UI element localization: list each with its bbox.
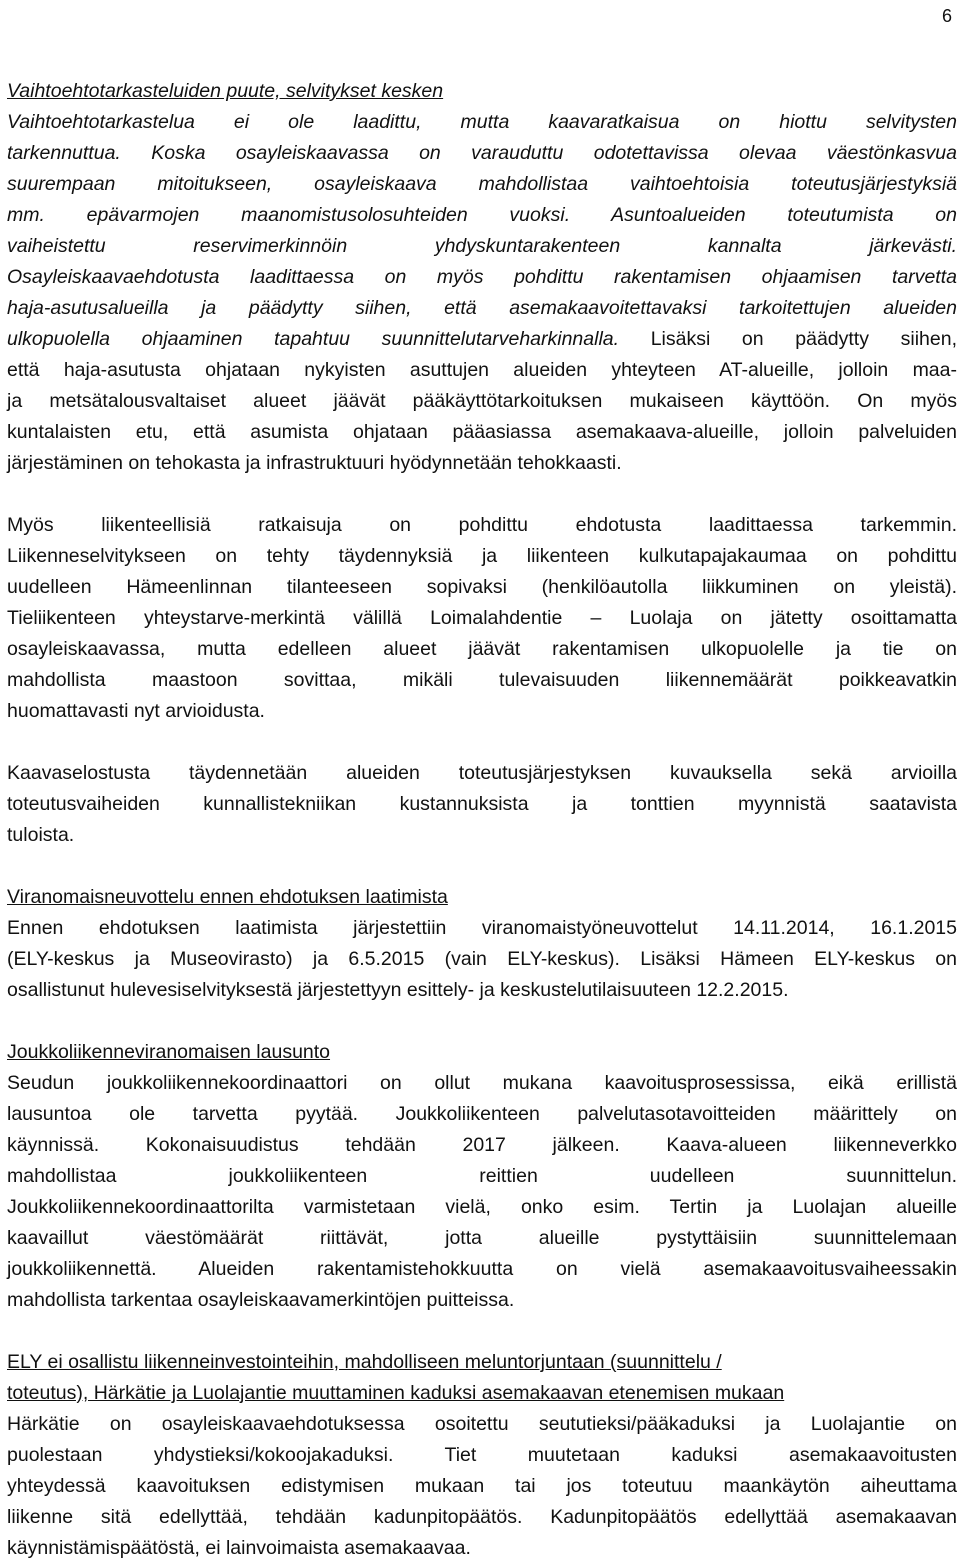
paragraph-line: toteutusvaiheiden kunnallistekniikan kustannuksista ja tonttien myynnistä saatavista xyxy=(7,793,957,815)
section-heading: ELY ei osallistu liikenneinvestointeihin, mahdolliseen meluntorjuntaan (suunnittelu / xyxy=(7,1351,722,1373)
paragraph-line: Härkätie on osayleiskaavaehdotuksessa osoitettu seututieksi/pääkaduksi ja Luolajantie on xyxy=(7,1413,957,1435)
paragraph-line: käynnissä. Kokonaisuudistus tehdään 2017 jälkeen. Kaava-alueen liikenneverkko xyxy=(7,1134,957,1156)
paragraph-line: osayleiskaavassa, mutta edelleen alueet jäävät rakentamisen ulkopuolelle ja tie on xyxy=(7,638,957,660)
paragraph-line: ja metsätalousvaltaiset alueet jäävät pääkäyttötarkoituksen mukaiseen käyttöön. On myös xyxy=(7,390,958,412)
paragraph-line: suurempaan mitoitukseen, osayleiskaava mahdollistaa vaihtoehtoisia toteutusjärjestyksiä xyxy=(7,173,957,195)
page-number: 6 xyxy=(941,6,952,26)
paragraph-line: järjestäminen on tehokasta ja infrastruktuuri hyödynnetään tehokkaasti. xyxy=(7,452,622,474)
section-heading: Vaihtoehtotarkasteluiden puute, selvitykset kesken xyxy=(7,80,444,102)
paragraph-line: kaavaillut väestömäärät riittävät, jotta alueille pystyttäisiin suunnittelemaan xyxy=(7,1227,957,1249)
paragraph-line: mahdollista maastoon sovittaa, mikäli tulevaisuuden liikennemäärät poikkeavatkin xyxy=(7,669,957,691)
paragraph-line: joukkoliikennettä. Alueiden rakentamistehokkuutta on vielä asemakaavoitusvaiheessakin xyxy=(7,1258,957,1280)
paragraph-line: lausuntoa ole tarvetta pyytää. Joukkoliikenteen palvelutasotavoitteiden määrittely on xyxy=(7,1103,957,1125)
paragraph-line: yhteydessä kaavoituksen edistymisen mukaan tai jos toteutuu maankäytön aiheuttama xyxy=(7,1475,957,1497)
paragraph-line: mahdollista tarkentaa osayleiskaavamerkintöjen puitteissa. xyxy=(7,1289,515,1311)
paragraph-line: tarkennuttua. Koska osayleiskaavassa on varauduttu odotettavissa olevaa väestönkasvua xyxy=(7,142,957,164)
paragraph-line: liikenne sitä edellyttää, tehdään kadunpitopäätös. Kadunpitopäätös edellyttää asemakaavan xyxy=(7,1506,957,1528)
paragraph-line: Seudun joukkoliikennekoordinaattori on ollut mukana kaavoitusprosessissa, eikä erillistä xyxy=(7,1072,957,1094)
paragraph-line: Myös liikenteellisiä ratkaisuja on pohdittu ehdotusta laadittaessa tarkemmin. xyxy=(7,514,957,536)
paragraph-line: uudelleen Hämeenlinnan tilanteeseen sopivaksi (henkilöautolla liikkuminen on yleistä). xyxy=(7,576,957,598)
paragraph-line: Osayleiskaavaehdotusta laadittaessa on myös pohdittu rakentamisen ohjaamisen tarvetta xyxy=(7,266,957,288)
paragraph-line: ulkopuolella ohjaaminen tapahtuu suunnittelutarveharkinnalla. Lisäksi on päädytty siihen, xyxy=(7,328,957,350)
paragraph-line: Kaavaselostusta täydennetään alueiden toteutusjärjestyksen kuvauksella sekä arvioilla xyxy=(7,762,957,784)
paragraph-line: haja-asutusalueilla ja päädytty siihen, että asemakaavoitettavaksi tarkoitettujen alueiden xyxy=(7,297,957,319)
paragraph-line: puolestaan yhdystieksi/kokoojakaduksi. Tiet muutetaan kaduksi asemakaavoitusten xyxy=(7,1444,957,1466)
paragraph-line: huomattavasti nyt arvioidusta. xyxy=(7,700,265,722)
paragraph-line: Liikenneselvitykseen on tehty täydennyksiä ja liikenteen kulkutapajakaumaa on pohdittu xyxy=(7,545,957,567)
paragraph-line: osallistunut hulevesiselvityksestä järjestettyyn esittely- ja keskustelutilaisuuteen 12.2.2015. xyxy=(7,979,789,1001)
paragraph-line: Tieliikenteen yhteystarve-merkintä välillä Loimalahdentie – Luolaja on jätetty osoittamatta xyxy=(7,607,957,629)
paragraph-line: kuntalaisten etu, että asumista ohjataan pääasiassa asemakaava-alueille, jolloin palveluiden xyxy=(7,421,957,443)
section-heading: Viranomaisneuvottelu ennen ehdotuksen laatimista xyxy=(7,886,448,908)
paragraph-line: Ennen ehdotuksen laatimista järjestettiin viranomaistyöneuvottelut 14.11.2014, 16.1.2015 xyxy=(7,917,957,939)
section-heading: Joukkoliikenneviranomaisen lausunto xyxy=(7,1041,331,1063)
section-heading: toteutus), Härkätie ja Luolajantie muuttaminen kaduksi asemakaavan etenemisen mukaan xyxy=(7,1382,785,1404)
paragraph-line: tuloista. xyxy=(7,824,75,846)
paragraph-line: mahdollistaa joukkoliikenteen reittien uudelleen suunnittelun. xyxy=(7,1165,957,1187)
document-body xyxy=(7,76,957,1564)
paragraph-line: vaiheistettu reservimerkinnöin yhdyskuntarakenteen kannalta järkevästi. xyxy=(7,235,957,257)
paragraph-line: että haja-asutusta ohjataan nykyisten asuttujen alueiden yhteyteen AT-alueille, jolloin maa- xyxy=(7,359,957,381)
paragraph-line: (ELY-keskus ja Museovirasto) ja 6.5.2015 (vain ELY-keskus). Lisäksi Hämeen ELY-keskus on xyxy=(7,948,957,970)
paragraph-line: käynnistämispäätöstä, ei lainvoimaista asemakaavaa. xyxy=(7,1537,471,1559)
paragraph-line: Vaihtoehtotarkastelua ei ole laadittu, mutta kaavaratkaisua on hiottu selvitysten xyxy=(7,111,957,133)
paragraph-line: mm. epävarmojen maanomistusolosuhteiden vuoksi. Asuntoalueiden toteutumista on xyxy=(7,204,957,226)
paragraph-line: Joukkoliikennekoordinaattorilta varmistetaan vielä, onko esim. Tertin ja Luolajan alueille xyxy=(7,1196,957,1218)
